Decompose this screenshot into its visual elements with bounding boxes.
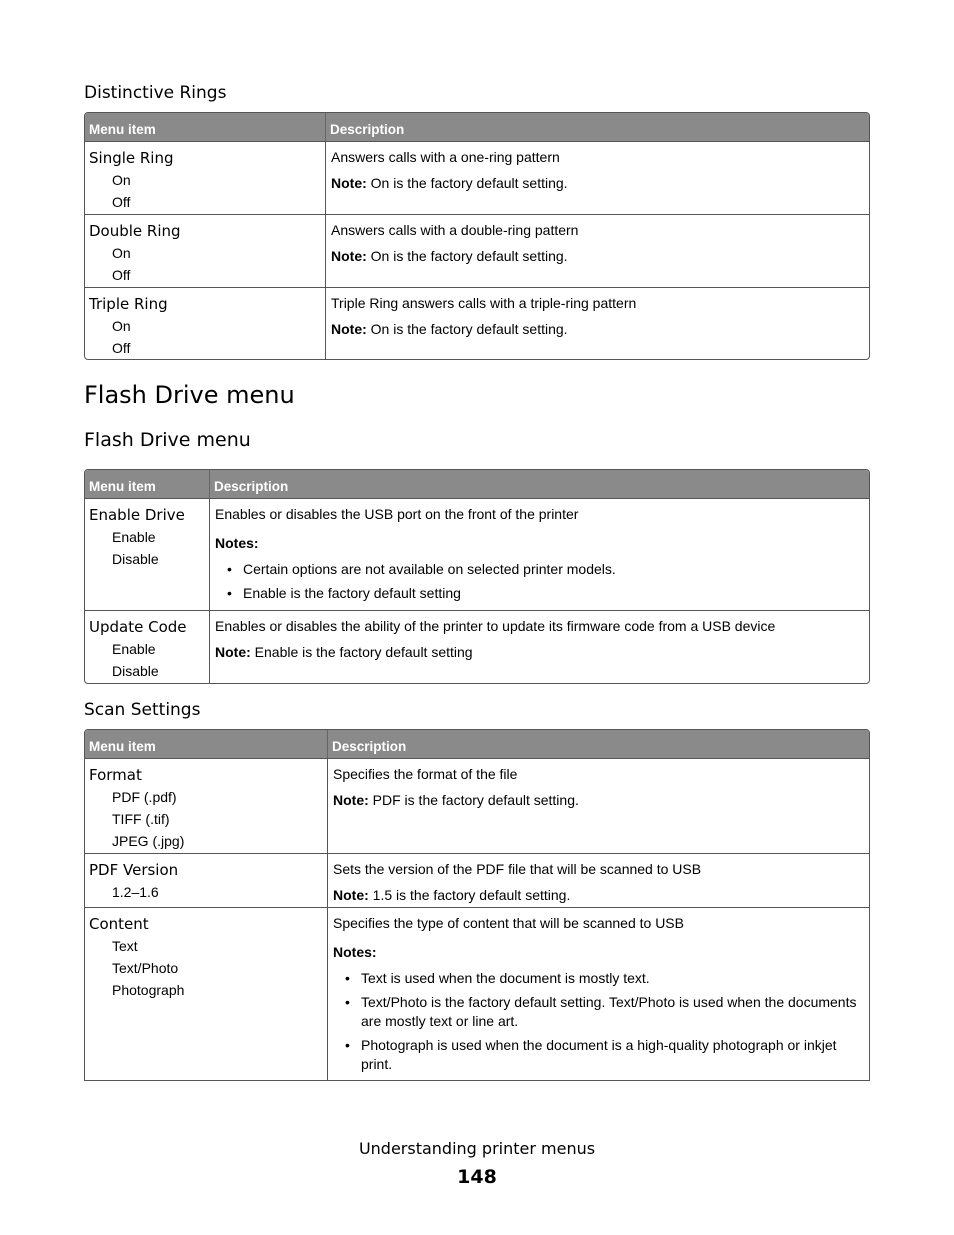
note-text: Note: On is the factory default setting. xyxy=(331,321,568,337)
menu-item-title: Double Ring xyxy=(89,222,181,240)
description-text: Enables or disables the ability of the printer to update its firmware code from a USB device xyxy=(215,618,776,634)
table-header xyxy=(85,730,869,758)
header-description: Description xyxy=(332,739,407,754)
menu-item-title: Content xyxy=(89,915,149,933)
section-heading-distinctive-rings: Distinctive Rings xyxy=(84,83,227,103)
note-text: Note: 1.5 is the factory default setting. xyxy=(333,887,571,903)
list-item: • Enable is the factory default setting xyxy=(227,585,461,601)
notes-list xyxy=(215,560,865,603)
menu-option: Off xyxy=(112,267,131,283)
menu-option: TIFF (.tif) xyxy=(112,811,170,827)
table-row xyxy=(85,610,869,683)
table-header xyxy=(85,113,869,141)
table-row xyxy=(85,853,869,907)
menu-option: Enable xyxy=(112,641,156,657)
description-text: Triple Ring answers calls with a triple-ring pattern xyxy=(331,295,637,311)
menu-option: PDF (.pdf) xyxy=(112,789,177,805)
table-row xyxy=(85,141,869,214)
footer-chapter-title: Understanding printer menus xyxy=(358,1139,596,1158)
menu-option: Off xyxy=(112,194,131,210)
menu-item-title: Enable Drive xyxy=(89,506,185,524)
description-text: Enables or disables the USB port on the front of the printer xyxy=(215,506,579,522)
menu-option: On xyxy=(112,172,131,188)
table-row xyxy=(85,758,869,853)
page-number: 148 xyxy=(457,1166,497,1188)
header-description: Description xyxy=(330,122,405,137)
menu-option: JPEG (.jpg) xyxy=(112,833,185,849)
note-text: Note: On is the factory default setting. xyxy=(331,175,568,191)
menu-option: Photograph xyxy=(112,982,185,998)
section-heading-scan-settings: Scan Settings xyxy=(84,700,201,720)
table-row xyxy=(85,287,869,360)
list-item: • Certain options are not available on selected printer models. xyxy=(227,561,616,577)
header-menu-item: Menu item xyxy=(85,470,210,498)
chapter-heading-flash-drive-menu: Flash Drive menu xyxy=(84,381,295,409)
table-row xyxy=(85,214,869,287)
list-item: • Photograph is used when the document is a high-quality photograph or inkjet print. xyxy=(345,1037,837,1072)
table-row xyxy=(85,498,869,610)
description-text: Answers calls with a one-ring pattern xyxy=(331,149,560,165)
description-text: Answers calls with a double-ring pattern xyxy=(331,222,579,238)
flash-drive-table xyxy=(84,469,870,684)
notes-label: Notes: xyxy=(215,535,259,551)
note-text: Note: Enable is the factory default setting xyxy=(215,644,473,660)
note-text: Note: On is the factory default setting. xyxy=(331,248,568,264)
menu-option: Enable xyxy=(112,529,156,545)
menu-item-title: Format xyxy=(89,766,142,784)
header-menu-item: Menu item xyxy=(85,113,326,141)
list-item: • Text is used when the document is mostly text. xyxy=(345,970,650,986)
menu-option: Text xyxy=(112,938,138,954)
list-item: • Text/Photo is the factory default setting. Text/Photo is used when the documents are mostly text or line art. xyxy=(345,994,857,1029)
distinctive-rings-table xyxy=(84,112,870,360)
menu-item-title: Update Code xyxy=(89,618,187,636)
description-text: Sets the version of the PDF file that will be scanned to USB xyxy=(333,861,702,877)
menu-item-title: Single Ring xyxy=(89,149,174,167)
scan-settings-table xyxy=(84,729,870,1081)
notes-list xyxy=(333,969,865,1074)
menu-item-title: Triple Ring xyxy=(89,295,168,313)
header-menu-item: Menu item xyxy=(85,730,328,758)
menu-option: On xyxy=(112,245,131,261)
menu-option: Disable xyxy=(112,551,159,567)
menu-option: Disable xyxy=(112,663,159,679)
section-heading-flash-drive-menu: Flash Drive menu xyxy=(84,429,251,451)
notes-label: Notes: xyxy=(333,944,377,960)
note-text: Note: PDF is the factory default setting. xyxy=(333,792,579,808)
menu-option: On xyxy=(112,318,131,334)
menu-item-title: PDF Version xyxy=(89,861,179,879)
header-description: Description xyxy=(214,479,289,494)
description-text: Specifies the format of the file xyxy=(333,766,518,782)
table-header xyxy=(85,470,869,498)
description-text: Specifies the type of content that will be scanned to USB xyxy=(333,915,684,931)
menu-option: Text/Photo xyxy=(112,960,179,976)
menu-option: 1.2–1.6 xyxy=(112,884,159,900)
table-row xyxy=(85,907,869,1081)
menu-option: Off xyxy=(112,340,131,356)
